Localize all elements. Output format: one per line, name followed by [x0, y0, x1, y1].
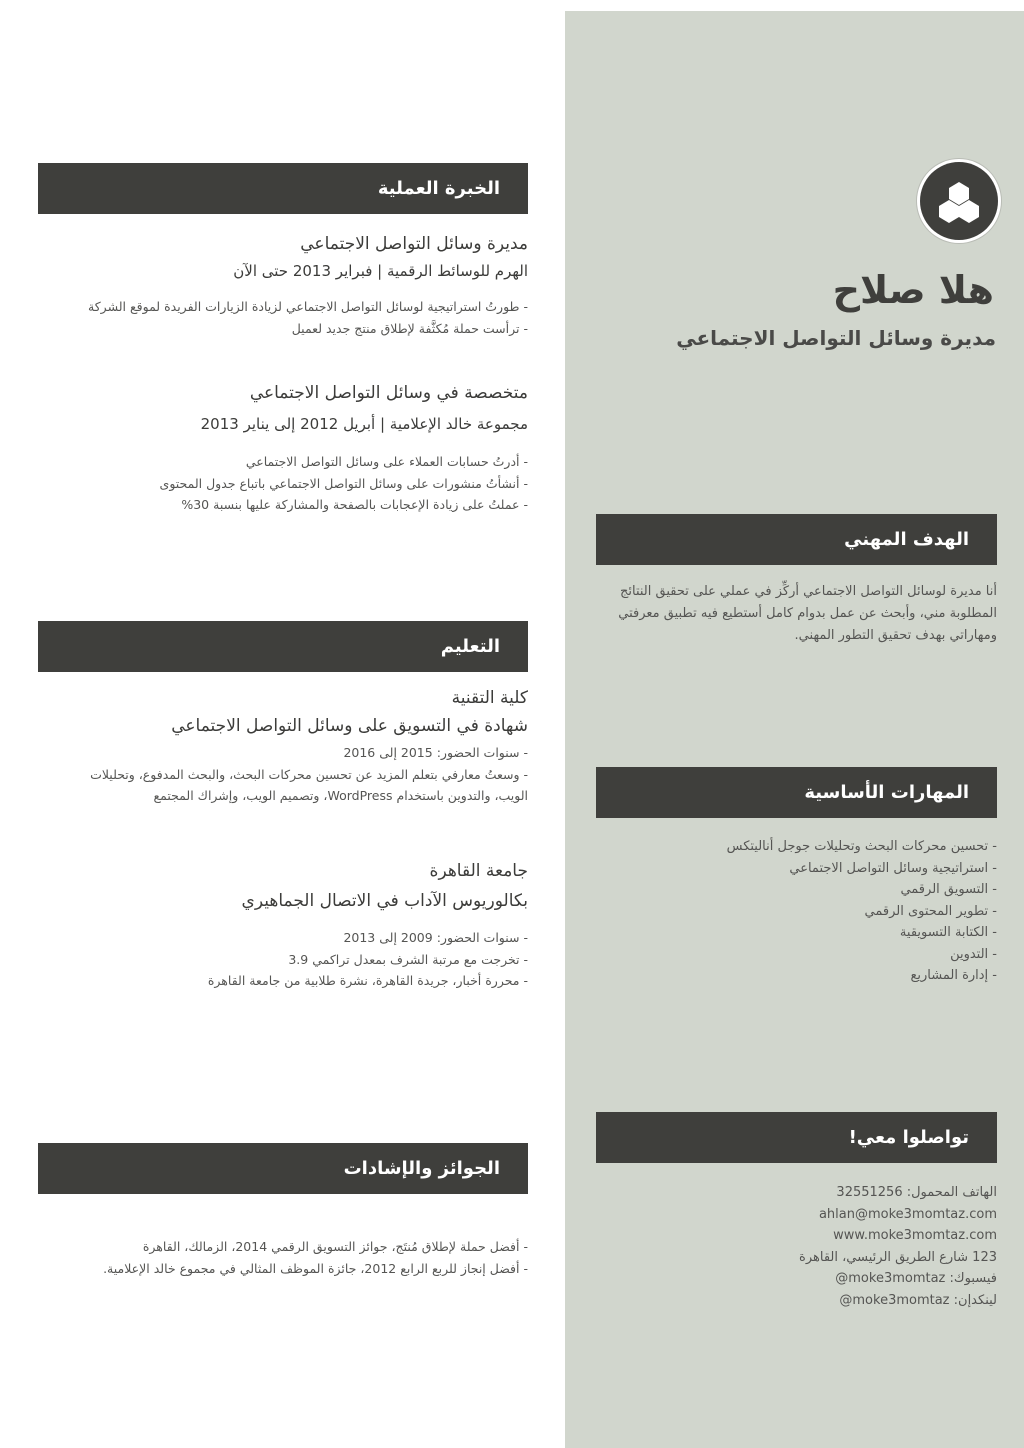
contact-linkedin[interactable]: لينكدإن: moke3momtaz@ [839, 1292, 997, 1308]
experience-job-2 [68, 379, 528, 516]
job-bullet: - عملتُ على زيادة الإعجابات بالصفحة والمشاركة عليها بنسبة 30% [181, 497, 528, 512]
job-role: مديرة وسائل التواصل الاجتماعي [300, 234, 528, 254]
skill-item: - التدوين [950, 946, 997, 962]
objective-section [597, 581, 997, 647]
school-name: كلية التقنية [451, 688, 528, 708]
contact-facebook[interactable]: فيسبوك: moke3momtaz@ [835, 1271, 997, 1286]
skills-section [597, 836, 997, 987]
contact-email[interactable]: ahlan@moke3momtaz.com [818, 1206, 997, 1222]
job-bullet: - طورتُ استراتيجية لوسائل التواصل الاجتماعي لزيادة الزيارات الفريدة لموقع الشركة [88, 299, 528, 314]
logo-badge [920, 162, 998, 240]
job-bullet: - أنشأتُ منشورات على وسائل التواصل الاجتماعي باتباع جدول المحتوى [159, 475, 528, 491]
skill-item: - تطوير المحتوى الرقمي [864, 903, 997, 919]
education-school-2 [68, 857, 528, 992]
contact-phone: الهاتف المحمول: 32551256 [836, 1185, 997, 1200]
school-bullet: - محررة أخبار، جريدة القاهرة، نشرة طلابية من جامعة القاهرة [207, 973, 528, 988]
skill-item: - إدارة المشاريع [910, 968, 997, 983]
contact-website[interactable]: www.moke3momtaz.com [833, 1228, 997, 1243]
experience-heading: الخبرة العملية [38, 163, 528, 214]
education-school-1 [68, 684, 528, 807]
job-bullet: - أدرتُ حسابات العملاء على وسائل التواصل الاجتماعي [245, 454, 528, 469]
job-role: متخصصة في وسائل التواصل الاجتماعي [249, 383, 528, 403]
job-org: الهرم للوسائط الرقمية | فبراير 2013 حتى الآن [233, 262, 528, 280]
award-item: - أفضل حملة لإطلاق مُنتَج، جوائز التسويق الرقمي 2014، الزمالك، القاهرة [142, 1239, 528, 1254]
awards-heading: الجوائز والإشادات [38, 1143, 528, 1194]
job-org: مجموعة خالد الإعلامية | أبريل 2012 إلى يناير 2013 [200, 415, 528, 433]
school-bullet: - وسعتُ معارفي بتعلم المزيد عن تحسين محركات البحث، والبحث المدفوع، وتحليلات الويب، والتدوين باستخدام WordPress، وتصميم الويب، وإشراك المجتمع [90, 766, 528, 803]
awards-list [68, 1236, 528, 1279]
objective-text: أنا مديرة لوسائل التواصل الاجتماعي أركِّز في عملي على تحقيق النتائج المطلوبة مني، وأبحث عن عمل بدوام كامل أستطيع فيه تطبيق معرفتي ومهاراتي بهدف تحقيق التطور المهني. [618, 584, 997, 643]
person-name: هلا صلاح [832, 268, 994, 312]
skills-heading: المهارات الأساسية [596, 767, 997, 818]
school-degree: بكالوريوس الآداب في الاتصال الجماهيري [241, 891, 528, 911]
school-bullet: - سنوات الحضور: 2009 إلى 2013 [343, 930, 528, 945]
skill-item: - تحسين محركات البحث وتحليلات جوجل أناليتكس [726, 839, 997, 854]
contact-address: 123 شارع الطريق الرئيسي، القاهرة [799, 1249, 997, 1265]
objective-heading: الهدف المهني [596, 514, 997, 565]
skill-item: - استراتيجية وسائل التواصل الاجتماعي [789, 860, 997, 876]
hexagon-cluster-icon [920, 162, 998, 240]
person-title: مديرة وسائل التواصل الاجتماعي [676, 326, 996, 350]
job-bullet: - ترأست حملة مُكثَّفة لإطلاق منتج جديد لعميل [291, 320, 528, 336]
contact-heading: تواصلوا معي! [596, 1112, 997, 1163]
skill-item: - التسويق الرقمي [900, 882, 997, 897]
experience-job-1 [68, 230, 528, 339]
award-item: - أفضل إنجاز للربع الرابع 2012، جائزة الموظف المثالي في مجموع خالد الإعلامية. [103, 1260, 528, 1276]
skill-item: - الكتابة التسويقية [899, 925, 997, 940]
school-name: جامعة القاهرة [429, 861, 528, 881]
skills-list [597, 836, 997, 987]
school-bullet: - تخرجت مع مرتبة الشرف بمعدل تراكمي 3.9 [288, 951, 528, 967]
school-degree: شهادة في التسويق على وسائل التواصل الاجتماعي [171, 716, 528, 736]
contact-section [597, 1182, 997, 1311]
school-bullet: - سنوات الحضور: 2015 إلى 2016 [343, 745, 528, 760]
education-heading: التعليم [38, 621, 528, 672]
